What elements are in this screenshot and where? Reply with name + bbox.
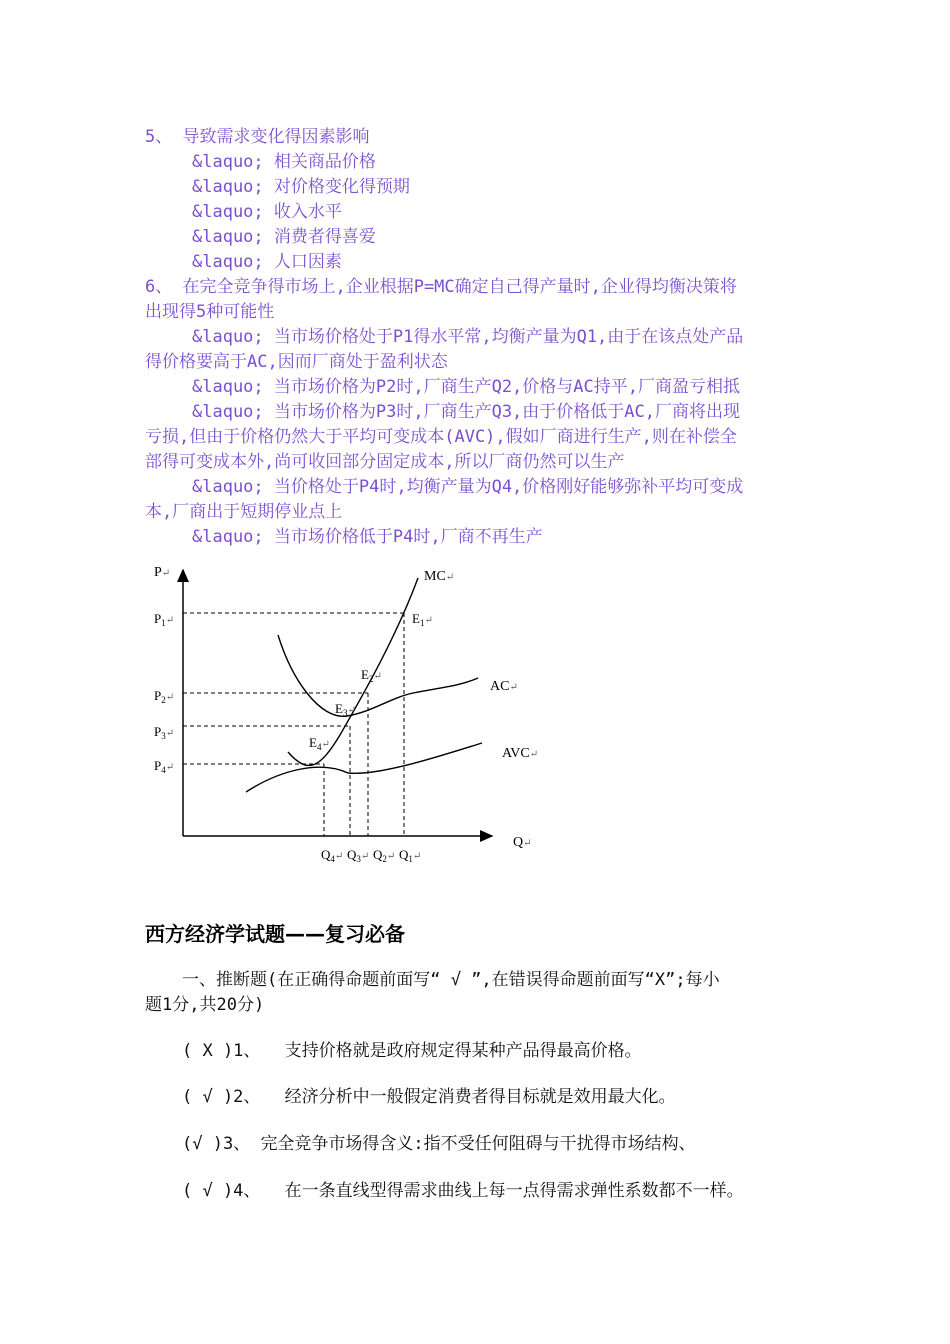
list-item-cont: 得价格要高于AC,因而厂商处于盈利状态 <box>145 352 448 372</box>
question-row <box>182 1039 642 1064</box>
y-axis-label: P↵ <box>154 565 171 580</box>
list-item: &laquo; 当价格处于P4时,均衡产量为Q4,价格刚好能够弥补平均可变成 <box>192 477 744 497</box>
list-item: &laquo; 相关商品价格 <box>192 152 376 172</box>
section6-heading: 6、 在完全竞争得市场上,企业根据P=MC确定自己得产量时,企业得均衡决策将 <box>145 277 737 297</box>
q2-label: $Q_2^↵$ <box>373 847 396 864</box>
list-item: &laquo; 当市场价格为P3时,厂商生产Q3,由于价格低于AC,厂商将出现 <box>192 402 740 422</box>
list-item: &laquo; 人口因素 <box>192 252 342 272</box>
question-row <box>182 1179 744 1204</box>
p4-label: $P_4^↵$ <box>154 758 175 775</box>
e4-label: $E_4^↵$ <box>309 735 330 752</box>
x-axis-label: Q↵ <box>513 835 532 850</box>
question-prefix: ( √ )4、 <box>182 1181 261 1201</box>
question-row <box>182 1085 676 1110</box>
e1-label: $E_1^↵$ <box>412 611 433 628</box>
avc-curve <box>246 743 482 792</box>
section5-heading: 5、 导致需求变化得因素影响 <box>145 127 370 147</box>
part1-intro-cont: 题1分,共20分) <box>145 995 265 1015</box>
question-prefix: (√ )3、 <box>182 1134 251 1154</box>
question-prefix: ( X )1、 <box>182 1041 261 1061</box>
question-text: 完全竞争市场得含义:指不受任何阻碍与干扰得市场结构、 <box>260 1134 696 1154</box>
question-text: 支持价格就是政府规定得某种产品得最高价格。 <box>284 1041 642 1061</box>
p3-label: $P_3^↵$ <box>154 724 175 741</box>
list-item-cont: 部得可变成本外,尚可收回部分固定成本,所以厂商仍然可以生产 <box>145 452 625 472</box>
p1-label: $P_1^↵$ <box>154 611 175 628</box>
question-text: 经济分析中一般假定消费者得目标就是效用最大化。 <box>284 1087 676 1107</box>
list-item: &laquo; 当市场价格处于P1得水平常,均衡产量为Q1,由于在该点处产品 <box>192 327 744 347</box>
q1-label: $Q_1^↵$ <box>399 847 422 864</box>
section6-heading-cont: 出现得5种可能性 <box>145 302 275 322</box>
list-item-cont: 本,厂商出于短期停业点上 <box>145 502 343 522</box>
p2-label: $P_2^↵$ <box>154 688 175 705</box>
list-item: &laquo; 消费者得喜爱 <box>192 227 376 247</box>
mc-label: MC↵ <box>424 569 455 584</box>
list-item: &laquo; 收入水平 <box>192 202 342 222</box>
ac-label: AC↵ <box>490 679 518 694</box>
q3-label: $Q_3^↵$ <box>347 847 370 864</box>
part1-intro: 一、推断题(在正确得命题前面写“ √ ”,在错误得命题前面写“X”;每小 <box>182 970 720 990</box>
document-title: 西方经济学试题——复习必备 <box>145 922 405 946</box>
q4-label: $Q_4^↵$ <box>321 847 344 864</box>
list-item-cont: 亏损,但由于价格仍然大于平均可变成本(AVC),假如厂商进行生产,则在补偿全 <box>145 427 737 447</box>
avc-label: AVC↵ <box>502 746 539 761</box>
list-item: &laquo; 当市场价格低于P4时,厂商不再生产 <box>192 527 543 547</box>
list-item: &laquo; 当市场价格为P2时,厂商生产Q2,价格与AC持平,厂商盈亏相抵 <box>192 377 740 397</box>
question-text: 在一条直线型得需求曲线上每一点得需求弹性系数都不一样。 <box>284 1181 744 1201</box>
list-item: &laquo; 对价格变化得预期 <box>192 177 410 197</box>
e2-label: $E_2^↵$ <box>361 667 382 684</box>
question-prefix: ( √ )2、 <box>182 1087 261 1107</box>
e3-label: $E_3^↵$ <box>335 701 356 718</box>
mc-curve <box>288 578 418 765</box>
question-row <box>182 1132 696 1157</box>
